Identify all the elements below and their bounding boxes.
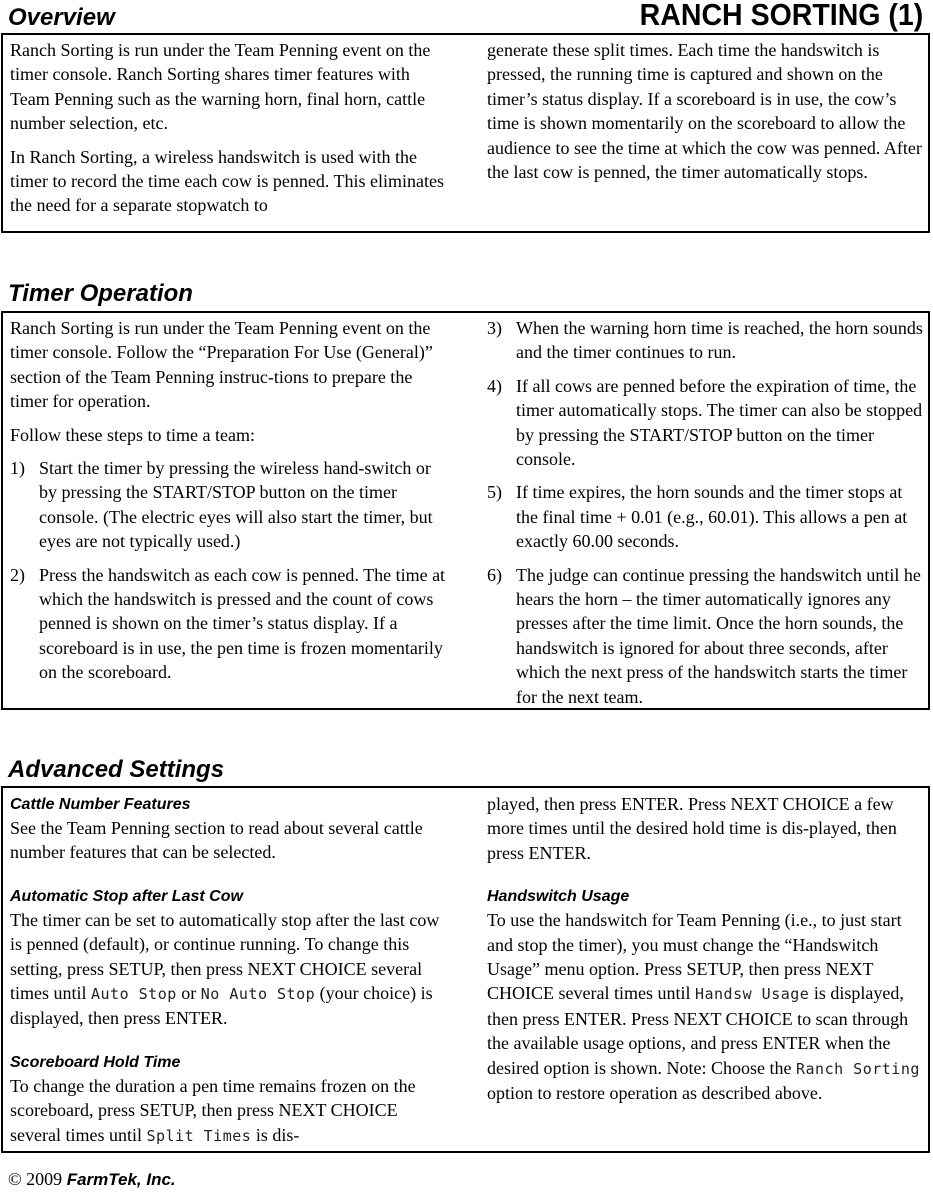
advanced-settings-heading: Advanced Settings bbox=[8, 756, 225, 783]
overview-right-column bbox=[487, 38, 927, 184]
timer-operation-heading: Timer Operation bbox=[8, 280, 193, 307]
advanced-right-column bbox=[487, 792, 927, 1105]
step-item bbox=[10, 563, 452, 685]
scoreboard-hold-text: To change the duration a pen time remains frozen on the scoreboard, press SETUP, then press NEXT CHOICE several times until Split Times is dis- bbox=[10, 1075, 416, 1145]
auto-stop-title: Automatic Stop after Last Cow bbox=[10, 887, 243, 905]
step-text: When the warning horn time is reached, the horn sounds and the timer continues to run. bbox=[516, 318, 923, 363]
step-number: 5) bbox=[487, 482, 502, 503]
timer-left-column bbox=[10, 316, 452, 685]
handswitch-usage-text: To use the handswitch for Team Penning (i.e., to just start and stop the timer), you must change the “Handswitch Usage” menu option. Press SETUP, then press NEXT CHOICE several times until Handsw Usage is displayed, then press ENTER. Press NEXT CHOICE to scan through the available usage options, and press ENTER when the desired option is shown. Note: Choose the Ranch Sorting option to restore operation as described above. bbox=[487, 910, 920, 1104]
overview-left-column bbox=[10, 38, 452, 218]
auto-stop-text: The timer can be set to automatically stop after the last cow is penned (default), or continue running. To change this setting, press SETUP, then press NEXT CHOICE several times until Auto Stop or No Auto Stop (your choice) is displayed, then press ENTER. bbox=[10, 909, 440, 1029]
step-item bbox=[487, 316, 927, 365]
step-text: If all cows are penned before the expiration of time, the timer automatically stops. The timer can also be stopped by pressing the START/STOP button on the timer console. bbox=[516, 375, 923, 470]
step-item bbox=[487, 374, 927, 472]
scoreboard-hold-continued: played, then press ENTER. Press NEXT CHOICE a few more times until the desired hold time is dis-played, then press ENTER. bbox=[487, 794, 897, 863]
lcd-split-times: Split Times bbox=[146, 1126, 252, 1145]
advanced-left-column bbox=[10, 792, 452, 1148]
lcd-no-auto-stop: No Auto Stop bbox=[200, 985, 316, 1004]
step-item bbox=[487, 480, 927, 553]
step-number: 4) bbox=[487, 375, 502, 396]
handswitch-usage-title: Handswitch Usage bbox=[487, 888, 630, 906]
step-number: 2) bbox=[10, 564, 25, 585]
step-number: 3) bbox=[487, 318, 502, 338]
overview-heading: Overview bbox=[8, 4, 115, 31]
overview-paragraph-2: In Ranch Sorting, a wireless handswitch is used with the timer to record the time each cow is penned. This eliminates the need for a separate stopwatch to bbox=[10, 146, 445, 216]
step-number: 1) bbox=[10, 458, 25, 479]
footer bbox=[8, 1167, 176, 1192]
step-text: Start the timer by pressing the wireless hand-switch or by pressing the START/STOP button on the timer console. (The electric eyes will also start the timer, but eyes are not typically used.) bbox=[39, 458, 433, 552]
step-text: If time expires, the horn sounds and the timer stops at the final time + 0.01 (e.g., 60.01). This allows a pen at exactly 60.00 seconds. bbox=[516, 482, 908, 552]
step-number: 6) bbox=[487, 564, 502, 585]
step-text: The judge can continue pressing the handswitch until he hears the horn – the timer automatically ignores any presses after the time limit. Once the horn sounds, the handswitch is ignored for about three seconds, after which the next press of the handswitch starts the timer for the next team. bbox=[516, 564, 921, 707]
page-title: RANCH SORTING (1) bbox=[639, 0, 923, 32]
scoreboard-hold-title: Scoreboard Hold Time bbox=[10, 1053, 181, 1071]
overview-box bbox=[1, 33, 930, 233]
steps-intro: Follow these steps to time a team: bbox=[10, 424, 255, 445]
overview-paragraph-3: generate these split times. Each time the handswitch is pressed, the running time is captured and shown on the timer’s status display. If a scoreboard is in use, the cow’s time is shown momentarily on the scoreboard to allow the audience to see the time at which the cow was penned. After the last cow is penned, the timer automatically stops. bbox=[487, 40, 922, 183]
timer-right-column bbox=[487, 316, 927, 709]
overview-paragraph-1: Ranch Sorting is run under the Team Penning event on the timer console. Ranch Sorting shares timer features with Team Penning such as the warning horn, final horn, cattle number selection, etc. bbox=[10, 40, 431, 134]
cattle-number-title: Cattle Number Features bbox=[10, 796, 191, 813]
step-item bbox=[10, 456, 452, 554]
copyright: © 2009 bbox=[8, 1169, 63, 1189]
advanced-settings-box bbox=[1, 786, 930, 1153]
lcd-handsw-usage: Handsw Usage bbox=[694, 985, 810, 1004]
cattle-number-text: See the Team Penning section to read about several cattle number features that can be selected. bbox=[10, 818, 423, 863]
lcd-ranch-sorting: Ranch Sorting bbox=[795, 1059, 920, 1078]
company-name: FarmTek, Inc. bbox=[66, 1170, 176, 1189]
timer-intro: Ranch Sorting is run under the Team Penning event on the timer console. Follow the “Preparation For Use (General)” section of the Team Penning instruc-tions to prepare the timer for operation. bbox=[10, 318, 433, 412]
step-text: Press the handswitch as each cow is penned. The time at which the handswitch is pressed and the count of cows penned is shown on the timer’s status display. If a scoreboard is in use, the pen time is frozen momentarily on the scoreboard. bbox=[39, 564, 446, 683]
step-item bbox=[487, 563, 927, 709]
timer-operation-box bbox=[1, 311, 930, 710]
lcd-auto-stop: Auto Stop bbox=[91, 985, 177, 1004]
